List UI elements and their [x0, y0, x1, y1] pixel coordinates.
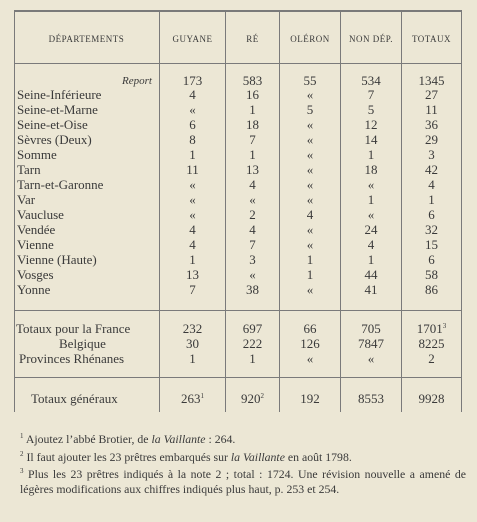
department-value: 1: [306, 267, 314, 282]
department-name: Vaucluse: [17, 207, 64, 222]
total-france-label: Totaux pour la France: [16, 321, 131, 336]
department-value: 42: [425, 162, 438, 177]
department-value: «: [306, 147, 314, 162]
department-value: 7: [249, 237, 256, 252]
belgique-totaux: 8225: [418, 336, 445, 351]
header-totaux: TOTAUX: [411, 34, 452, 44]
total-france-re: 697: [242, 321, 263, 336]
department-name: Vienne (Haute): [17, 252, 97, 267]
department-value: «: [189, 102, 196, 117]
grand-total-divider: [14, 377, 462, 378]
department-value: 6: [428, 207, 435, 222]
department-value: 3: [428, 147, 435, 162]
grand-total-guyane: $263^1$: [181, 391, 204, 406]
report-label: Report: [122, 75, 152, 87]
department-value: «: [189, 207, 196, 222]
department-value: 2: [249, 207, 256, 222]
grand-total-re: $920^2$: [241, 391, 264, 406]
department-value: 18: [364, 162, 378, 177]
department-value: 11: [186, 162, 199, 177]
department-value: 5: [367, 102, 375, 117]
belgique-re: 222: [242, 336, 263, 351]
footnote-2: $^2$ Il faut ajouter les 23 prêtres embarqués sur la Vaillante en août 1798.: [20, 449, 352, 464]
department-name: Vendée: [17, 222, 56, 237]
department-value: «: [367, 207, 375, 222]
report-oleron: 55: [303, 73, 317, 88]
department-value: 13: [186, 267, 199, 282]
total-france-guyane: 232: [182, 321, 203, 336]
department-name: Vienne: [17, 237, 54, 252]
provinces-re: 1: [249, 351, 256, 366]
department-value: 32: [425, 222, 438, 237]
report-re: 583: [242, 73, 263, 88]
department-value: 4: [306, 207, 314, 222]
department-value: «: [306, 132, 314, 147]
department-value: 12: [364, 117, 378, 132]
report-totaux: 1345: [418, 73, 445, 88]
totals-divider: [14, 310, 462, 311]
table-border-right: [461, 10, 462, 412]
department-value: 5: [306, 102, 314, 117]
department-value: 1: [367, 192, 375, 207]
footnotes: [20, 432, 466, 496]
department-value: «: [306, 87, 314, 102]
department-value: 16: [246, 87, 259, 102]
department-value: 15: [425, 237, 438, 252]
department-value: 6: [189, 117, 196, 132]
department-value: «: [367, 177, 375, 192]
grand-total-label: Totaux généraux: [31, 391, 118, 406]
department-value: «: [189, 177, 196, 192]
department-name: Yonne: [17, 282, 51, 297]
department-value: 1: [249, 147, 256, 162]
department-name: Sèvres (Deux): [17, 132, 92, 147]
grand-total-non-dep: 8553: [358, 391, 384, 406]
belgique-guyane: 30: [186, 336, 199, 351]
department-value: 4: [367, 237, 375, 252]
department-name: Seine-Inférieure: [17, 87, 102, 102]
belgique-label: Belgique: [59, 336, 106, 351]
department-name: Somme: [17, 147, 57, 162]
header-guyane: GUYANE: [172, 34, 213, 44]
department-value: 13: [246, 162, 259, 177]
department-name: Tarn: [17, 162, 41, 177]
department-value: 4: [249, 177, 256, 192]
department-value: 1: [428, 192, 435, 207]
department-value: «: [306, 177, 314, 192]
header-oleron: OLÉRON: [290, 34, 330, 44]
report-guyane: 173: [182, 73, 203, 88]
department-value: 18: [246, 117, 259, 132]
department-value: 29: [425, 132, 438, 147]
provinces-guyane: 1: [189, 351, 196, 366]
statistics-table: [14, 10, 462, 412]
department-value: «: [306, 282, 314, 297]
table-border-left: [14, 10, 15, 412]
header-departements: DÉPARTEMENTS: [48, 34, 125, 44]
department-value: 3: [249, 252, 256, 267]
total-france-totaux: 1701$^3$: [416, 321, 447, 336]
department-value: «: [306, 117, 314, 132]
department-value: «: [306, 222, 314, 237]
department-value: «: [306, 162, 314, 177]
department-value: 4: [249, 222, 256, 237]
department-name: Seine-et-Marne: [17, 102, 98, 117]
department-value: 7: [249, 132, 256, 147]
department-value: 14: [364, 132, 378, 147]
footnote-3: $^3$ Plus les 23 prêtres indiqués à la note 2 ; total : 1724. Une révision nouvelle a amené de légères modifications aux chiffres indiqués plus haut, p. 253 et 254.: [20, 467, 466, 496]
department-value: 44: [364, 267, 378, 282]
department-value: «: [249, 267, 256, 282]
department-value: 7: [189, 282, 196, 297]
department-value: 8: [189, 132, 196, 147]
total-france-non-dep: 705: [361, 321, 381, 336]
department-value: 58: [425, 267, 438, 282]
department-value: 11: [425, 102, 438, 117]
belgique-non-dep: 7847: [358, 336, 384, 351]
department-value: 4: [428, 177, 435, 192]
department-value: 1: [367, 147, 375, 162]
provinces-non-dep: «: [367, 351, 375, 366]
department-value: 1: [249, 102, 256, 117]
department-name: Vosges: [17, 267, 54, 282]
department-value: 6: [428, 252, 435, 267]
department-value: «: [249, 192, 256, 207]
department-value: 27: [425, 87, 438, 102]
provinces-rhenanes-label: Provinces Rhénanes: [19, 351, 125, 366]
department-value: 1: [306, 252, 314, 267]
header-re: RÉ: [246, 34, 259, 44]
department-value: 86: [425, 282, 438, 297]
department-value: 1: [189, 252, 196, 267]
provinces-oleron: «: [306, 351, 314, 366]
department-name: Tarn-et-Garonne: [17, 177, 104, 192]
department-value: «: [189, 192, 196, 207]
provinces-totaux: 2: [428, 351, 435, 366]
footnote-1: $^1$ Ajoutez l’abbé Brotier, de la Vaillante : 264.: [20, 432, 236, 446]
department-value: 1: [189, 147, 196, 162]
department-value: 24: [364, 222, 378, 237]
department-value: 38: [246, 282, 259, 297]
grand-total-totaux: 9928: [418, 391, 445, 406]
department-name: Seine-et-Oise: [17, 117, 88, 132]
total-france-oleron: 66: [303, 321, 317, 336]
header-divider: [14, 63, 462, 64]
department-value: «: [306, 192, 314, 207]
table-border-top: [14, 10, 462, 12]
department-value: 41: [364, 282, 378, 297]
department-name: Var: [17, 192, 36, 207]
belgique-oleron: 126: [300, 336, 320, 351]
department-value: 4: [189, 87, 196, 102]
department-value: 4: [189, 237, 196, 252]
report-non-dep: 534: [361, 73, 381, 88]
grand-total-oleron: 192: [300, 391, 320, 406]
header-non-dep: NON DÉP.: [348, 34, 393, 44]
department-value: 36: [425, 117, 438, 132]
department-value: 4: [189, 222, 196, 237]
department-value: 7: [367, 87, 375, 102]
department-value: 1: [367, 252, 375, 267]
department-value: «: [306, 237, 314, 252]
